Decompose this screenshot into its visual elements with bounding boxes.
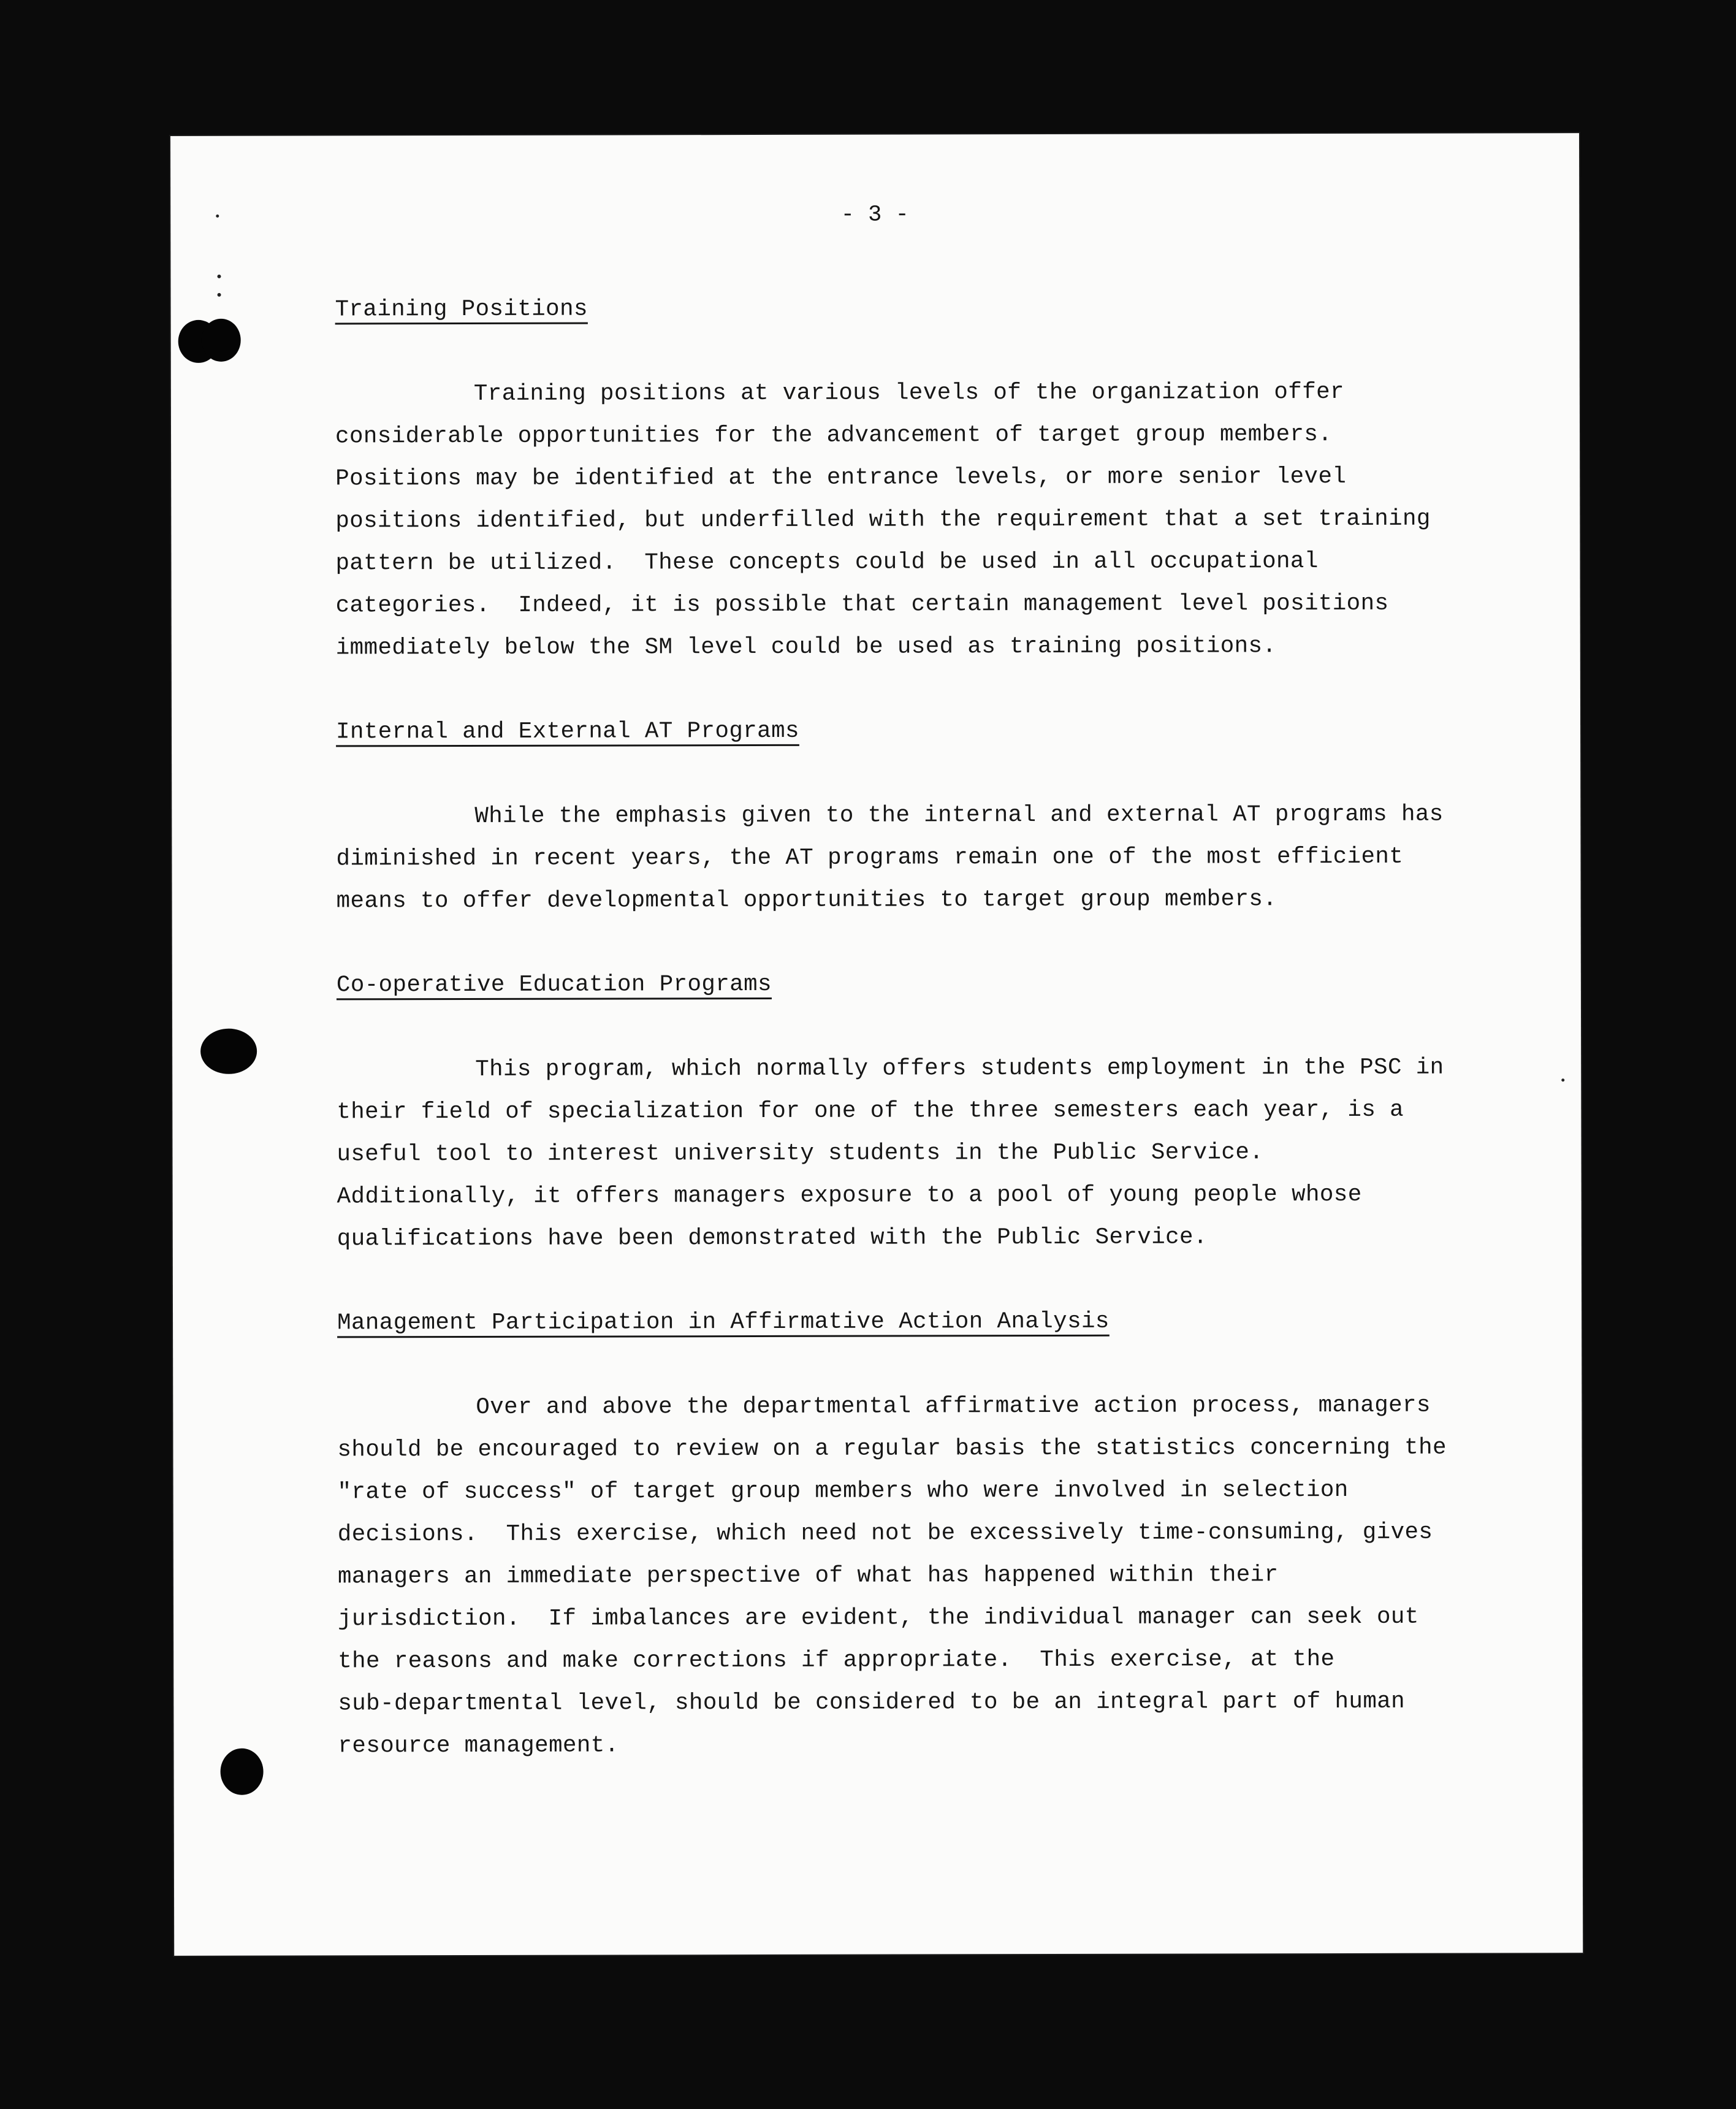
paragraph-line: categories. Indeed, it is possible that certain management level positions — [335, 590, 1389, 619]
section-co-operative-education-programs — [337, 962, 1539, 1302]
paragraph-line: "rate of success" of target group members who were involved in selection — [337, 1477, 1349, 1506]
paragraph-line: Training positions at various levels of the organization offer — [473, 379, 1344, 407]
document-body — [335, 286, 1540, 1768]
paragraph-line: decisions. This exercise, which need not be excessively time-consuming, gives — [337, 1519, 1433, 1548]
paragraph-line: considerable opportunities for the advancement of target group members. — [335, 422, 1333, 450]
paragraph-line: Additionally, it offers managers exposure to a pool of young people whose — [337, 1181, 1362, 1210]
paragraph-line: resource management. — [338, 1733, 619, 1760]
section-heading: Training Positions — [335, 296, 588, 323]
paragraph-line: immediately below the SM level could be used as training positions. — [335, 633, 1277, 662]
section-paragraph — [336, 793, 1537, 923]
punch-hole-bottom — [221, 1749, 264, 1795]
paragraph-line: jurisdiction. If imbalances are evident, the individual manager can seek out — [338, 1604, 1419, 1633]
paragraph-line: pattern be utilized. These concepts could be used in all occupational — [335, 549, 1319, 577]
paragraph-line: sub-departmental level, should be considered to be an integral part of human — [338, 1688, 1406, 1717]
section-heading: Internal and External AT Programs — [335, 718, 799, 746]
section-internal-external-at-programs — [336, 709, 1538, 964]
paragraph-line: This program, which normally offers students employment in the PSC in — [475, 1054, 1444, 1083]
paragraph-line: the reasons and make corrections if appropriate. This exercise, at the — [338, 1647, 1335, 1675]
section-paragraph — [337, 1384, 1539, 1768]
section-paragraph — [335, 371, 1537, 669]
paragraph-line: managers an immediate perspective of what has happened within their — [337, 1562, 1279, 1590]
punch-hole-middle — [200, 1029, 257, 1074]
paragraph-line: Over and above the departmental affirmative action process, managers — [476, 1392, 1431, 1421]
paragraph-line: Positions may be identified at the entrance levels, or more senior level — [335, 463, 1347, 492]
page-number: - 3 - — [840, 202, 909, 228]
section-heading: Co-operative Education Programs — [336, 971, 772, 999]
paragraph-line: useful tool to interest university students in the Public Service. — [337, 1140, 1264, 1168]
scan-speck — [218, 293, 221, 297]
section-training-positions — [335, 286, 1537, 711]
scan-speck — [1561, 1078, 1564, 1081]
paragraph-line: means to offer developmental opportunities to target group members. — [336, 887, 1277, 915]
paragraph-line: qualifications have been demonstrated with the Public Service. — [337, 1224, 1208, 1253]
document-page — [170, 133, 1583, 1956]
paragraph-line: their field of specialization for one of the three semesters each year, is a — [337, 1097, 1404, 1126]
section-paragraph — [337, 1047, 1539, 1260]
section-management-participation — [337, 1300, 1540, 1768]
paragraph-line: While the emphasis given to the internal and external AT programs has — [474, 801, 1444, 829]
paragraph-line: should be encouraged to review on a regular basis the statistics concerning the — [337, 1435, 1447, 1463]
paragraph-line: diminished in recent years, the AT programs remain one of the most efficient — [336, 844, 1404, 872]
scan-speck — [217, 275, 221, 278]
paragraph-line: positions identified, but underfilled with the requirement that a set training — [335, 506, 1431, 535]
section-heading: Management Participation in Affirmative Action Analysis — [337, 1308, 1110, 1337]
punch-hole-top-overlap — [202, 319, 241, 362]
